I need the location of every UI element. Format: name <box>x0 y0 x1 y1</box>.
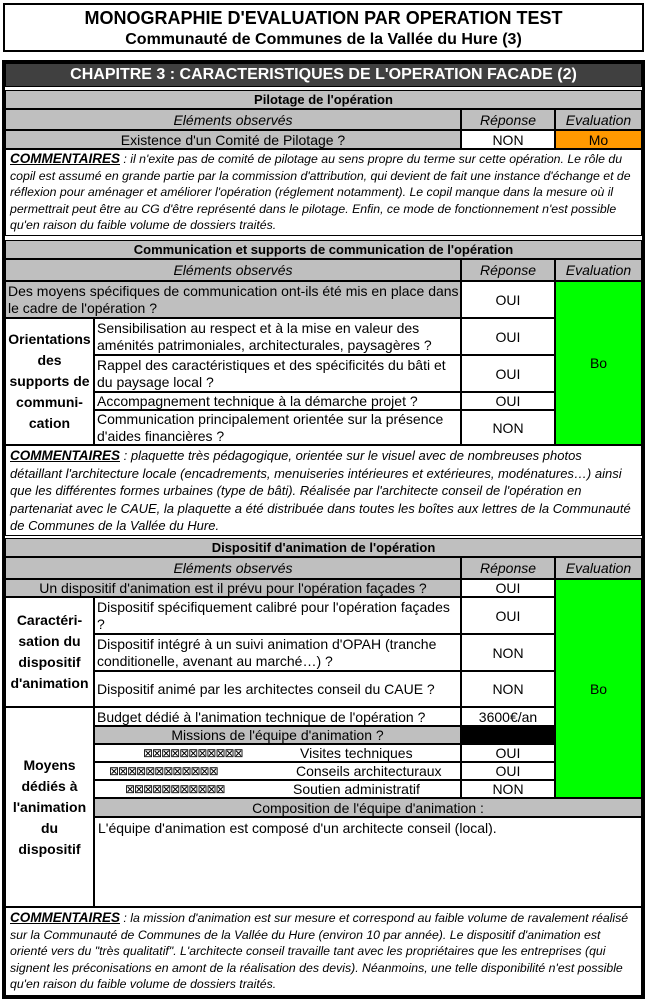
mission-row <box>94 744 461 762</box>
question-sensibilisation: Sensibilisation au respect et à la mise en valeur des aménités patrimoniales, architecturales, paysagères ? <box>94 318 461 355</box>
col-header-reponse: Réponse <box>461 259 555 281</box>
question-comite-pilotage: Existence d'un Comité de Pilotage ? <box>5 130 461 149</box>
question-accompagnement: Accompagnement technique à la démarche projet ? <box>94 392 461 410</box>
col-header-evaluation: Evaluation <box>555 259 642 281</box>
answer-rappel-caracteristiques: OUI <box>461 355 555 392</box>
group-label-orientations: Orientations des supports de communi-cation <box>5 318 94 445</box>
comment-communication <box>5 445 642 536</box>
mission-row <box>94 780 461 798</box>
question-aides-financieres: Communication principalement orientée sur la présence d'aides financières ? <box>94 410 461 445</box>
question-integre-opah: Dispositif intégré à un suivi animation d'OPAH (tranche conditionelle, avenant au marché…) ? <box>94 634 461 671</box>
answer-anime-caue: NON <box>461 671 555 707</box>
section-title-animation: Dispositif d'animation de l'opération <box>5 538 642 557</box>
comment-pilotage <box>5 149 642 236</box>
comment-communication-text: : plaquette très pédagogique, orientée sur le visuel avec de nombreuses photos détaillant l'architecture locale (encadrements, menuiseries intérieures et extérieures, modénatures…) ainsi que les différentes formes urbaines (type de bâti). Réalisée par l'architecte conseil de l'opération en partenariat avec le CAUE, la plaquette a été distribuée dans toutes les boîtes aux lettres de la Communauté de Communes de la Vallée du Hure. <box>10 448 631 533</box>
composition-text: L'équipe d'animation est composé d'un architecte conseil (local). <box>94 817 642 907</box>
evaluation-animation: Bo <box>555 579 642 798</box>
section-title-pilotage: Pilotage de l'opération <box>5 90 642 109</box>
col-header-elements: Eléments observés <box>5 259 461 281</box>
question-rappel-caracteristiques: Rappel des caractéristiques et des spécificités du bâti et du paysage local ? <box>94 355 461 392</box>
evaluation-communication: Bo <box>555 281 642 445</box>
answer-sensibilisation: OUI <box>461 318 555 355</box>
question-dispositif-prevu: Un dispositif d'animation est il prévu pour l'opération façades ? <box>5 579 461 597</box>
evaluation-pilotage: Mo <box>555 130 642 149</box>
answer-integre-opah: NON <box>461 634 555 671</box>
col-header-elements: Eléments observés <box>5 557 461 579</box>
col-header-reponse: Réponse <box>461 109 555 130</box>
mission-label: Conseils architecturaux <box>296 763 442 779</box>
answer-comite-pilotage: NON <box>461 130 555 149</box>
mission-answer: OUI <box>461 762 555 780</box>
comment-label: COMMENTAIRES <box>10 151 120 166</box>
section-title-communication: Communication et supports de communication de l'opération <box>5 240 642 259</box>
col-header-evaluation: Evaluation <box>555 109 642 130</box>
answer-accompagnement: OUI <box>461 392 555 410</box>
col-header-elements: Eléments observés <box>5 109 461 130</box>
answer-calibre: OUI <box>461 597 555 634</box>
mission-row <box>94 762 461 780</box>
answer-moyens-communication: OUI <box>461 281 555 318</box>
col-header-reponse: Réponse <box>461 557 555 579</box>
answer-budget: 3600€/an <box>461 707 555 726</box>
answer-dispositif-prevu: OUI <box>461 579 555 597</box>
mission-answer: NON <box>461 780 555 798</box>
report-header <box>3 3 644 52</box>
mission-checkbox-glyphs: ⊠⊠⊠⊠⊠⊠⊠⊠⊠⊠⊠ <box>125 782 225 796</box>
mission-label: Soutien administratif <box>293 781 420 797</box>
comment-label: COMMENTAIRES <box>10 910 120 925</box>
comment-animation-text: : la mission d'animation est sur mesure et correspond au faible volume de ravalement réalisé sur la Communauté de Communes de la Vallée du Hure (environ 10 par année). Le dispositif d'animation est orienté vers du "très qualitatif". L'architecte conseil travaille tant avec les propriétaires que les entreprises (qui signent les préconisations en amont de la réalisation des devis). Néanmoins, une telle disponibilité n'est possible qu'en raison du faible volume de dossiers traités. <box>10 911 629 992</box>
comment-animation <box>5 907 642 996</box>
missions-answer-blank <box>461 726 555 744</box>
mission-checkbox-glyphs: ⊠⊠⊠⊠⊠⊠⊠⊠⊠⊠⊠ <box>143 746 243 760</box>
report-subtitle: Communauté de Communes de la Vallée du Hure (3) <box>125 31 522 48</box>
report-title: MONOGRAPHIE D'EVALUATION PAR OPERATION TEST <box>84 7 563 28</box>
question-anime-caue: Dispositif animé par les architectes conseil du CAUE ? <box>94 671 461 707</box>
chapter-title: CHAPITRE 3 : CARACTERISTIQUES DE L'OPERATION FACADE (2) <box>5 63 642 87</box>
composition-title: Composition de l'équipe d'animation : <box>94 798 642 817</box>
mission-answer: OUI <box>461 744 555 762</box>
missions-title: Missions de l'équipe d'animation ? <box>94 726 461 744</box>
group-label-moyens: Moyens dédiés à l'animation du dispositif <box>5 707 94 907</box>
question-calibre: Dispositif spécifiquement calibré pour l'opération façades ? <box>94 597 461 634</box>
mission-label: Visites techniques <box>300 745 413 761</box>
answer-aides-financieres: NON <box>461 410 555 445</box>
mission-checkbox-glyphs: ⊠⊠⊠⊠⊠⊠⊠⊠⊠⊠⊠⊠ <box>109 764 218 778</box>
col-header-evaluation: Evaluation <box>555 557 642 579</box>
question-moyens-communication: Des moyens spécifiques de communication ont-ils été mis en place dans le cadre de l'opération ? <box>5 281 461 318</box>
comment-pilotage-text: : il n'exite pas de comité de pilotage au sens propre du terme sur cette opération. Le rôle du copil est assumé en grande partie par la commission d'attribution, qui devient de fait une instance d'échange et de réflexion pour aménager et améliorer l'opération (réglement notamment). Le copil manque dans la mesure où il permettrait peut être au CG d'être représenté dans le pilotage. Enfin, ce mode de fonctionnement n'est possible qu'en raison du faible volume de dossiers traités. <box>10 152 631 233</box>
comment-label: COMMENTAIRES <box>10 448 120 463</box>
group-label-caracterisation: Caractéri-sation du dispositif d'animation <box>5 597 94 707</box>
question-budget: Budget dédié à l'animation technique de l'opération ? <box>94 707 461 726</box>
